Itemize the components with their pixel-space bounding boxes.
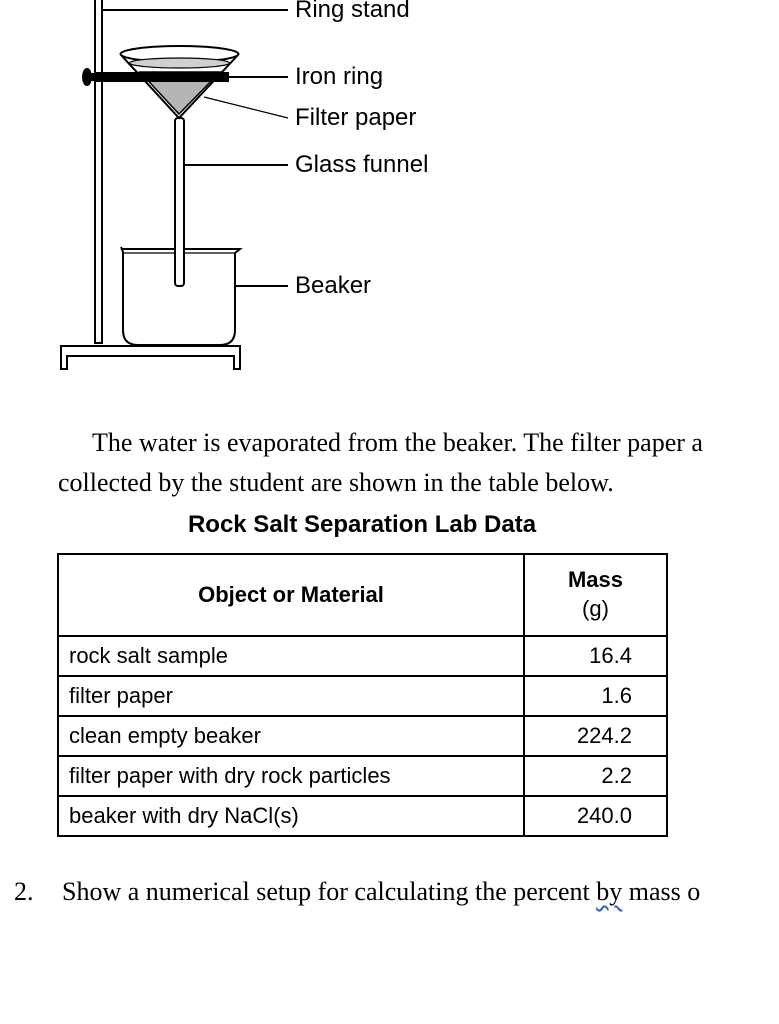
row-material: filter paper with dry rock particles bbox=[58, 756, 524, 796]
row-mass: 224.2 bbox=[524, 716, 667, 756]
row-mass: 16.4 bbox=[524, 636, 667, 676]
paragraph-line-1: The water is evaporated from the beaker. The filter paper a bbox=[92, 428, 703, 457]
table-title: Rock Salt Separation Lab Data bbox=[187, 511, 537, 538]
table-header-row bbox=[58, 554, 667, 636]
row-mass: 240.0 bbox=[524, 796, 667, 836]
lab-data-table bbox=[57, 553, 668, 837]
question-text-end: mass o bbox=[622, 877, 701, 906]
header-mass bbox=[524, 554, 667, 636]
row-material: filter paper bbox=[58, 676, 524, 716]
label-beaker: Beaker bbox=[295, 272, 372, 299]
row-mass: 2.2 bbox=[524, 756, 667, 796]
question-text-start: Show a numerical setup for calculating the percent bbox=[62, 877, 597, 906]
label-ring-stand: Ring stand bbox=[295, 0, 410, 23]
header-mass-unit: (g) bbox=[582, 596, 609, 621]
paragraph-line-2: collected by the student are shown in the table below. bbox=[58, 468, 614, 497]
row-mass: 1.6 bbox=[524, 676, 667, 716]
row-material: rock salt sample bbox=[58, 636, 524, 676]
iron-ring-clamp bbox=[97, 73, 228, 81]
header-mass-label: Mass bbox=[567, 567, 624, 593]
row-material: clean empty beaker bbox=[58, 716, 524, 756]
table-row bbox=[58, 636, 667, 676]
lab-apparatus-diagram bbox=[0, 0, 779, 380]
table-row bbox=[58, 756, 667, 796]
table-row bbox=[58, 676, 667, 716]
question-text bbox=[62, 879, 700, 905]
label-glass-funnel: Glass funnel bbox=[295, 151, 429, 178]
table-row bbox=[58, 796, 667, 836]
ring-stand-base bbox=[61, 346, 240, 369]
funnel-stem bbox=[175, 118, 184, 286]
header-object-material: Object or Material bbox=[58, 554, 524, 636]
label-iron-ring: Iron ring bbox=[295, 63, 384, 90]
ring-stand-rod bbox=[95, 0, 102, 343]
table-row bbox=[58, 716, 667, 756]
spellcheck-underlined-word[interactable]: by bbox=[596, 877, 623, 906]
row-material: beaker with dry NaCl(s) bbox=[58, 796, 524, 836]
question-number: 2. bbox=[14, 877, 34, 906]
label-filter-paper: Filter paper bbox=[295, 104, 417, 131]
